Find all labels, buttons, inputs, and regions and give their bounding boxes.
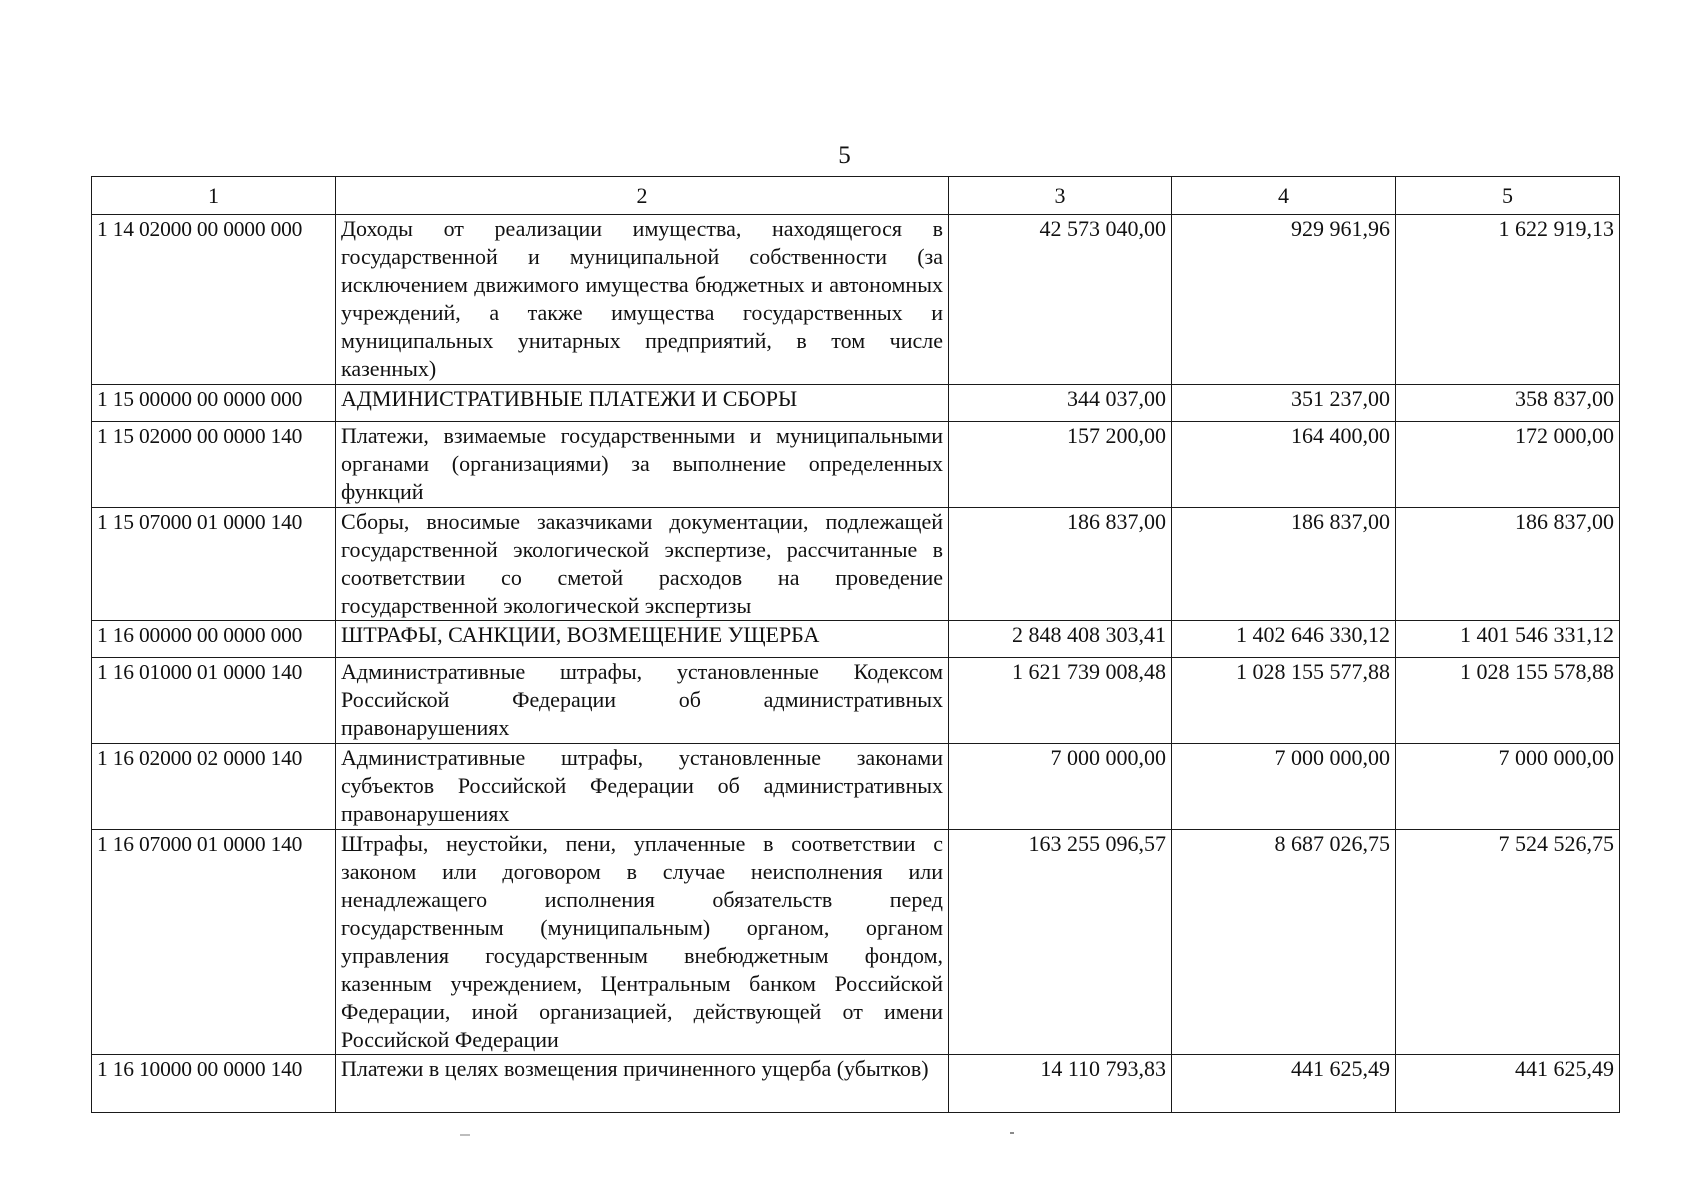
header-col-3: 3 — [949, 177, 1172, 215]
row-value-col4: 164 400,00 — [1172, 422, 1396, 508]
row-value-col4: 1 028 155 577,88 — [1172, 658, 1396, 744]
scan-speck — [1010, 1132, 1014, 1134]
row-description: Штрафы, неустойки, пени, уплаченные в соответствии с законом или договором в случае неисполнения или ненадлежащего исполнения обязательств перед государственным (муниципальным) органом, органом управления государственным внебюджетным фондом, казенным учреждением, Центральным банком Российской Федерации, иной организацией, действующей от имени Российской Федерации — [336, 830, 949, 1055]
row-value-col4: 186 837,00 — [1172, 508, 1396, 621]
row-value-col4: 351 237,00 — [1172, 385, 1396, 422]
page-number: 5 — [838, 142, 851, 169]
row-value-col3: 157 200,00 — [949, 422, 1172, 508]
header-col-4: 4 — [1172, 177, 1396, 215]
table-body — [92, 215, 1620, 1113]
header-col-2: 2 — [336, 177, 949, 215]
row-value-col5: 1 622 919,13 — [1396, 215, 1620, 385]
table-row — [92, 422, 1620, 508]
row-code: 1 16 00000 00 0000 000 — [92, 621, 336, 658]
row-description: Платежи, взимаемые государственными и муниципальными органами (организациями) за выполнение определенных функций — [336, 422, 949, 508]
row-code: 1 15 07000 01 0000 140 — [92, 508, 336, 621]
row-value-col3: 14 110 793,83 — [949, 1055, 1172, 1113]
row-value-col3: 2 848 408 303,41 — [949, 621, 1172, 658]
row-code: 1 16 10000 00 0000 140 — [92, 1055, 336, 1113]
header-col-5: 5 — [1396, 177, 1620, 215]
row-value-col5: 7 000 000,00 — [1396, 744, 1620, 830]
row-description: Административные штрафы, установленные законами субъектов Российской Федерации об административных правонарушениях — [336, 744, 949, 830]
table-row — [92, 830, 1620, 1055]
row-value-col5: 172 000,00 — [1396, 422, 1620, 508]
row-value-col5: 186 837,00 — [1396, 508, 1620, 621]
row-description: Доходы от реализации имущества, находящегося в государственной и муниципальной собственности (за исключением движимого имущества бюджетных и автономных учреждений, а также имущества государственных и муниципальных унитарных предприятий, в том числе казенных) — [336, 215, 949, 385]
scan-specks — [0, 1128, 1689, 1140]
row-description: АДМИНИСТРАТИВНЫЕ ПЛАТЕЖИ И СБОРЫ — [336, 385, 949, 422]
table-row — [92, 385, 1620, 422]
table-row — [92, 508, 1620, 621]
row-description: Административные штрафы, установленные Кодексом Российской Федерации об административных правонарушениях — [336, 658, 949, 744]
row-code: 1 16 02000 02 0000 140 — [92, 744, 336, 830]
table-row — [92, 658, 1620, 744]
row-description: ШТРАФЫ, САНКЦИИ, ВОЗМЕЩЕНИЕ УЩЕРБА — [336, 621, 949, 658]
row-value-col5: 1 028 155 578,88 — [1396, 658, 1620, 744]
row-value-col3: 1 621 739 008,48 — [949, 658, 1172, 744]
table-row — [92, 621, 1620, 658]
header-col-1: 1 — [92, 177, 336, 215]
row-value-col4: 441 625,49 — [1172, 1055, 1396, 1113]
row-description: Сборы, вносимые заказчиками документации, подлежащей государственной экологической экспертизе, рассчитанные в соответствии со сметой расходов на проведение государственной экологической экспертизы — [336, 508, 949, 621]
row-value-col3: 344 037,00 — [949, 385, 1172, 422]
header-row — [92, 177, 1620, 215]
row-value-col4: 7 000 000,00 — [1172, 744, 1396, 830]
revenue-table — [91, 176, 1620, 1113]
row-value-col3: 7 000 000,00 — [949, 744, 1172, 830]
row-value-col5: 358 837,00 — [1396, 385, 1620, 422]
row-description: Платежи в целях возмещения причиненного ущерба (убытков) — [336, 1055, 949, 1113]
row-value-col4: 929 961,96 — [1172, 215, 1396, 385]
row-value-col4: 1 402 646 330,12 — [1172, 621, 1396, 658]
row-value-col5: 7 524 526,75 — [1396, 830, 1620, 1055]
row-code: 1 15 00000 00 0000 000 — [92, 385, 336, 422]
row-code: 1 16 07000 01 0000 140 — [92, 830, 336, 1055]
row-value-col5: 441 625,49 — [1396, 1055, 1620, 1113]
table-header — [92, 177, 1620, 215]
row-value-col3: 42 573 040,00 — [949, 215, 1172, 385]
row-code: 1 16 01000 01 0000 140 — [92, 658, 336, 744]
row-code: 1 14 02000 00 0000 000 — [92, 215, 336, 385]
scan-speck — [460, 1134, 470, 1136]
table-row — [92, 744, 1620, 830]
table-row — [92, 215, 1620, 385]
row-value-col4: 8 687 026,75 — [1172, 830, 1396, 1055]
row-value-col3: 163 255 096,57 — [949, 830, 1172, 1055]
row-code: 1 15 02000 00 0000 140 — [92, 422, 336, 508]
row-value-col5: 1 401 546 331,12 — [1396, 621, 1620, 658]
row-value-col3: 186 837,00 — [949, 508, 1172, 621]
table-row — [92, 1055, 1620, 1113]
